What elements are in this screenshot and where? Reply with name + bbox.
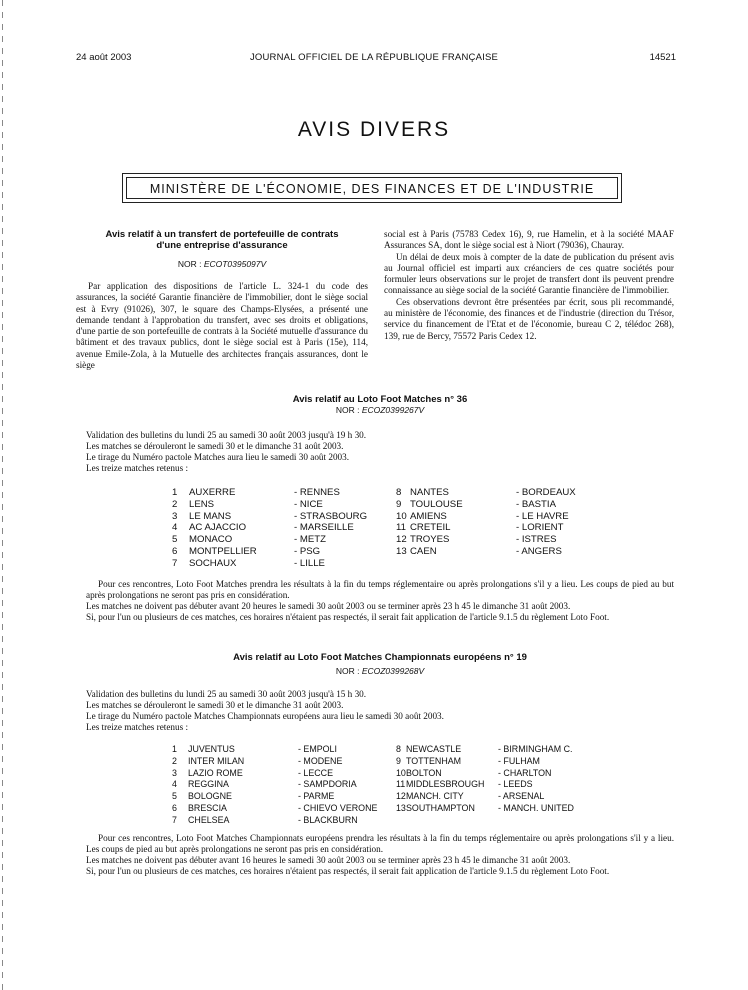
match-home-team: CRETEIL — [410, 522, 451, 534]
match-number: 2 — [172, 755, 177, 766]
avis2-notes — [86, 579, 674, 623]
match-home-team: BOLOGNE — [188, 791, 232, 802]
match-home-team: MANCH. CITY — [406, 791, 464, 802]
avis3-note-1: Pour ces rencontres, Loto Foot Matches Championnats européens prendra les résultats à la fin du temps réglementaire ou après prolongations s'il y a lieu. Les coups de pied au but après prolongations ne seront pas pris en considération. — [86, 833, 674, 855]
match-away-team: - FULHAM — [498, 755, 540, 766]
match-number: 11 — [396, 779, 406, 790]
avis3-line: Les treize matches retenus : — [86, 722, 189, 733]
avis3-line: Les matches se dérouleront le samedi 30 et le dimanche 31 août 2003. — [86, 700, 344, 711]
match-away-team: - LEEDS — [498, 779, 533, 790]
avis3-intro — [86, 689, 674, 733]
avis3-line: Validation des bulletins du lundi 25 au samedi 30 août 2003 jusqu'à 15 h 30. — [86, 689, 367, 699]
nor-label: NOR : — [335, 405, 360, 415]
avis3-nor — [86, 666, 674, 677]
avis3-notes — [86, 833, 674, 877]
match-home-team: CAEN — [410, 546, 437, 557]
match-away-team: - BLACKBURN — [298, 814, 358, 825]
match-number: 12 — [396, 791, 406, 802]
match-number: 7 — [172, 557, 178, 569]
avis3-heading: Avis relatif au Loto Foot Matches Championnats européens n° 19 — [233, 652, 527, 663]
avis1-left-column — [76, 229, 368, 371]
match-number: 8 — [396, 744, 401, 754]
avis2-note-3: Si, pour l'un ou plusieurs de ces matches, ces horaires n'étaient pas respectés, il serait fait application de l'article 9.1.5 du règlement Loto Foot. — [86, 612, 610, 623]
match-number: 10 — [396, 510, 407, 522]
avis2-heading: Avis relatif au Loto Foot Matches n° 36 — [292, 394, 468, 405]
match-number: 2 — [172, 498, 178, 510]
nor-code: ECOZ0399267V — [361, 405, 425, 415]
match-number: 13 — [396, 803, 406, 813]
match-home-team: JUVENTUS — [188, 744, 235, 754]
header-page-number: 14521 — [649, 52, 676, 63]
match-home-team: BRESCIA — [188, 803, 227, 813]
match-home-team: SOUTHAMPTON — [406, 803, 475, 813]
match-number: 10 — [396, 767, 406, 778]
avis3-matches-list — [172, 744, 592, 829]
match-number: 5 — [172, 791, 177, 802]
match-away-team: - LE HAVRE — [516, 510, 569, 522]
avis3-note-3: Si, pour l'un ou plusieurs de ces matches, ces horaires n'étaient pas respectés, il serait fait application de l'article 9.1.5 du règlement Loto Foot. — [86, 866, 610, 877]
match-home-team: AUXERRE — [189, 487, 236, 498]
match-away-team: - CHIEVO VERONE — [298, 803, 378, 813]
match-number: 5 — [172, 534, 178, 546]
match-number: 3 — [172, 510, 178, 522]
match-home-team: NANTES — [410, 487, 449, 498]
nor-code: ECOZ0399268V — [361, 666, 425, 676]
match-number: 12 — [396, 534, 407, 546]
match-home-team: MONACO — [189, 534, 233, 546]
match-home-team: LENS — [189, 498, 215, 510]
margin-dashed-line — [2, 0, 3, 990]
match-home-team: NEWCASTLE — [406, 744, 462, 754]
avis2-section — [86, 394, 674, 474]
match-home-team: MONTPELLIER — [189, 546, 257, 557]
match-home-team: TOTTENHAM — [406, 755, 462, 766]
match-home-team: LAZIO ROME — [188, 767, 243, 778]
nor-code: ECOT0395097V — [203, 259, 267, 269]
avis2-matches-list — [172, 487, 592, 572]
avis1-heading — [76, 229, 368, 251]
match-number: 13 — [396, 546, 407, 557]
match-away-team: - ISTRES — [516, 534, 557, 546]
match-away-team: - BORDEAUX — [516, 487, 576, 498]
match-away-team: - MARSEILLE — [294, 522, 354, 534]
avis2-line: Les matches se dérouleront le samedi 30 et le dimanche 31 août 2003. — [86, 441, 344, 452]
match-home-team: REGGINA — [188, 779, 229, 790]
match-away-team: - PARME — [298, 791, 335, 802]
avis1-paragraph-1: Par application des dispositions de l'article L. 324-1 du code des assurances, la société Garantie financière de l'immobilier, dont le siège social est à Evry (91026), 307, le square des Champs-Elysées, a présenté une demande tendant à l'approbation du transfert, avec ses droits et obligations, d'une partie de son portefeuille de contrats à la Société mutuelle d'assurance du bâtiment et des travaux publics, dont le siège social est à Paris (15e), 114, avenue Emile-Zola, à la Mutuelle des architectes français assurances, dont le siège — [76, 281, 368, 371]
avis2-line: Validation des bulletins du lundi 25 au samedi 30 août 2003 jusqu'à 19 h 30. — [86, 430, 367, 440]
avis3-section — [86, 652, 674, 733]
avis1-paragraph-1-continued: social est à Paris (75783 Cedex 16), 9, rue Hamelin, et à la société MAAF Assurances SA, dont le siège social est à Niort (79036), Chauray. — [384, 229, 674, 251]
avis2-note-2: Les matches ne doivent pas débuter avant 20 heures le samedi 30 août 2003 ou se terminer après 23 h 45 le dimanche 31 août 2003. — [86, 601, 571, 612]
avis1-right-column — [384, 229, 674, 342]
avis1-paragraph-3: Ces observations devront être présentées par écrit, sous pli recommandé, au ministère de l'économie, des finances et de l'industrie (direction du Trésor, service du financement de l'Etat et de l'économie, bureau C 2, télédoc 268), 139, rue de Bercy, 75572 Paris Cedex 12. — [384, 296, 674, 341]
avis3-line: Le tirage du Numéro pactole Matches Championnats européens aura lieu le samedi 30 août 2003. — [86, 711, 444, 722]
match-home-team: TROYES — [410, 534, 450, 546]
avis2-note-1: Pour ces rencontres, Loto Foot Matches prendra les résultats à la fin du temps réglementaire ou après prolongations s'il y a lieu. Les coups de pied au but après prolongations ne seront pas pris en considération. — [86, 579, 674, 601]
match-away-team: - RENNES — [294, 487, 340, 498]
nor-label: NOR : — [335, 666, 360, 676]
match-number: 9 — [396, 755, 401, 766]
match-away-team: - MODENE — [298, 755, 343, 766]
page-header — [0, 52, 748, 66]
ministry-name: MINISTÈRE DE L'ÉCONOMIE, DES FINANCES ET DE L'INDUSTRIE — [149, 182, 595, 196]
match-away-team: - MANCH. UNITED — [498, 803, 574, 813]
avis1-heading-line1: Avis relatif à un transfert de portefeuille de contrats — [105, 229, 339, 240]
match-away-team: - BASTIA — [516, 498, 556, 510]
match-away-team: - LECCE — [298, 767, 334, 778]
match-away-team: - STRASBOURG — [294, 510, 368, 522]
match-home-team: AMIENS — [410, 510, 447, 522]
avis1-paragraph-2: Un délai de deux mois à compter de la date de publication du présent avis au Journal officiel est imparti aux créanciers de ces quatre sociétés pour formuler leurs observations sur le projet de transfert dont ils peuvent prendre connaissance au siège social de la société Garantie financière de l'immobilier. — [384, 251, 674, 296]
match-number: 1 — [172, 744, 177, 754]
header-journal-title: JOURNAL OFFICIEL DE LA RÉPUBLIQUE FRANÇAISE — [249, 52, 499, 63]
match-away-team: - METZ — [294, 534, 326, 546]
match-home-team: BOLTON — [406, 767, 442, 778]
section-title: AVIS DIVERS — [297, 118, 451, 141]
match-home-team: CHELSEA — [188, 814, 230, 825]
match-away-team: - BIRMINGHAM C. — [498, 744, 573, 754]
nor-label: NOR : — [177, 259, 202, 269]
match-home-team: AC AJACCIO — [189, 522, 247, 534]
avis2-intro — [86, 430, 674, 474]
avis2-line: Les treize matches retenus : — [86, 463, 189, 474]
avis2-nor — [86, 405, 674, 416]
match-away-team: - ANGERS — [516, 546, 562, 557]
match-number: 6 — [172, 546, 178, 557]
match-number: 4 — [172, 779, 177, 790]
ministry-banner — [122, 173, 622, 203]
match-number: 11 — [396, 522, 406, 534]
match-number: 1 — [172, 487, 178, 498]
header-date: 24 août 2003 — [76, 52, 132, 63]
match-number: 6 — [172, 803, 177, 813]
avis3-note-2: Les matches ne doivent pas débuter avant 16 heures le samedi 30 août 2003 ou se terminer après 23 h 45 le dimanche 31 août 2003. — [86, 855, 571, 866]
match-away-team: - EMPOLI — [298, 744, 337, 754]
avis2-line: Le tirage du Numéro pactole Matches aura lieu le samedi 30 août 2003. — [86, 452, 350, 463]
match-home-team: SOCHAUX — [189, 557, 237, 569]
match-number: 7 — [172, 814, 177, 825]
match-away-team: - PSG — [294, 546, 321, 557]
match-away-team: - LORIENT — [516, 522, 564, 534]
match-away-team: - NICE — [294, 498, 323, 510]
match-home-team: MIDDLESBROUGH — [406, 779, 485, 790]
match-number: 3 — [172, 767, 177, 778]
match-home-team: TOULOUSE — [410, 498, 463, 510]
match-away-team: - SAMPDORIA — [298, 779, 357, 790]
match-number: 4 — [172, 522, 178, 534]
avis1-heading-line2: d'une entreprise d'assurance — [156, 240, 288, 251]
match-number: 9 — [396, 498, 402, 510]
match-number: 8 — [396, 487, 402, 498]
match-away-team: - ARSENAL — [498, 791, 545, 802]
avis1-nor — [76, 259, 368, 270]
match-away-team: - LILLE — [294, 557, 325, 569]
match-home-team: INTER MILAN — [188, 755, 245, 766]
match-away-team: - CHARLTON — [498, 767, 552, 778]
match-home-team: LE MANS — [189, 510, 232, 522]
